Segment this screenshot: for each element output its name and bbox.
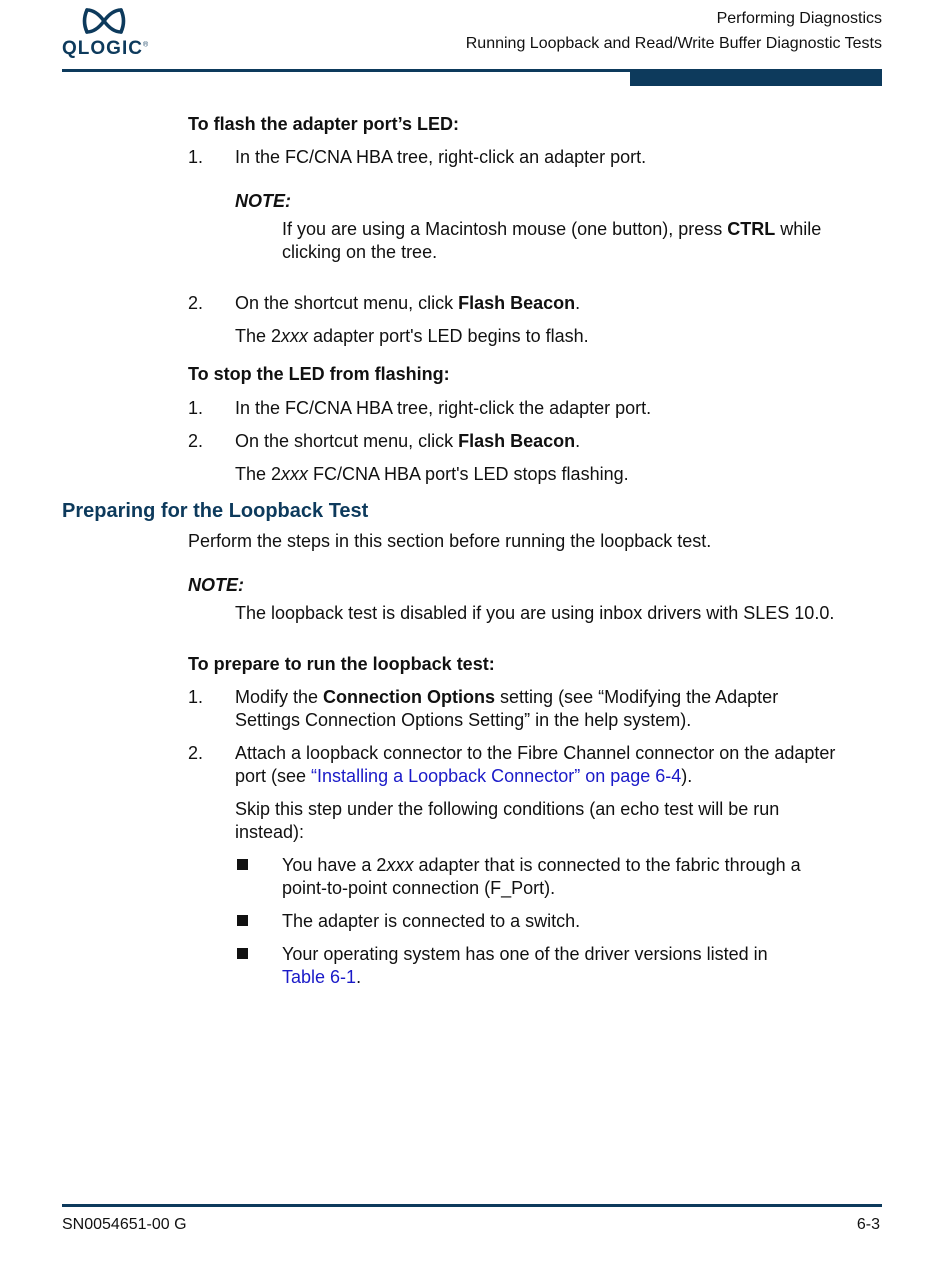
bullet-square-icon [237,948,248,959]
skip-line-1: Skip this step under the following conditions (an echo test will be run [235,799,780,819]
table-6-1-link[interactable]: Table 6-1 [282,967,357,987]
flash-heading: To flash the adapter port’s LED: [188,114,460,134]
logo-wordmark: QLOGIC® [62,38,150,59]
footer-page-number: 6-3 [856,1216,880,1233]
bullet-1-line-2: point-to-point connection (F_Port). [282,878,556,898]
stop-result: The 2xxx FC/CNA HBA port's LED stops flashing. [235,464,629,484]
prep-step-2-line-1: Attach a loopback connector to the Fibre Channel connector on the adapter [235,743,836,763]
step-number: 1. [188,687,204,707]
step-number: 2. [188,431,204,451]
flash-step-1: In the FC/CNA HBA tree, right-click an adapter port. [235,147,647,167]
bullet-square-icon [237,915,248,926]
prep-step-1-line-1: Modify the Connection Options setting (see “Modifying the Adapter [235,687,779,707]
footer-rule [62,1204,882,1207]
flash-result: The 2xxx adapter port's LED begins to flash. [235,326,589,346]
stop-step-2: On the shortcut menu, click Flash Beacon. [235,431,581,451]
stop-heading: To stop the LED from flashing: [188,364,450,384]
bullet-square-icon [237,859,248,870]
header-chapter: Performing Diagnostics [716,10,882,27]
step-number: 1. [188,398,204,418]
prep-note-text: The loopback test is disabled if you are using inbox drivers with SLES 10.0. [235,603,835,623]
flash-step-2: On the shortcut menu, click Flash Beacon. [235,293,581,313]
header-section: Running Loopback and Read/Write Buffer Diagnostic Tests [465,35,882,52]
section-title: Preparing for the Loopback Test [62,500,369,522]
bullet-2: The adapter is connected to a switch. [282,911,581,931]
prep-heading: To prepare to run the loopback test: [188,654,495,674]
flash-note-line-2: clicking on the tree. [282,242,438,262]
skip-line-2: instead): [235,822,305,842]
step-number: 1. [188,147,204,167]
bullet-3-line-2: Table 6-1. [282,967,362,987]
note-label: NOTE: [235,191,291,211]
prep-step-2-line-2: port (see “Installing a Loopback Connector” on page 6-4). [235,766,693,786]
flash-note-line-1: If you are using a Macintosh mouse (one button), press CTRL while [282,219,822,239]
footer-doc-id: SN0054651-00 G [62,1216,187,1233]
bullet-3-line-1: Your operating system has one of the driver versions listed in [282,944,768,964]
step-number: 2. [188,743,204,763]
bullet-1-line-1: You have a 2xxx adapter that is connected to the fabric through a [282,855,801,875]
stop-step-1: In the FC/CNA HBA tree, right-click the adapter port. [235,398,652,418]
prep-intro: Perform the steps in this section before running the loopback test. [188,531,712,551]
prep-step-1-line-2: Settings Connection Options Setting” in the help system). [235,710,692,730]
note-label: NOTE: [188,575,244,595]
loopback-connector-link[interactable]: “Installing a Loopback Connector” on page 6-4 [311,766,682,786]
header-rule-tab [630,69,882,86]
qlogic-mark-icon [82,6,126,36]
step-number: 2. [188,293,204,313]
qlogic-logo [62,6,152,60]
